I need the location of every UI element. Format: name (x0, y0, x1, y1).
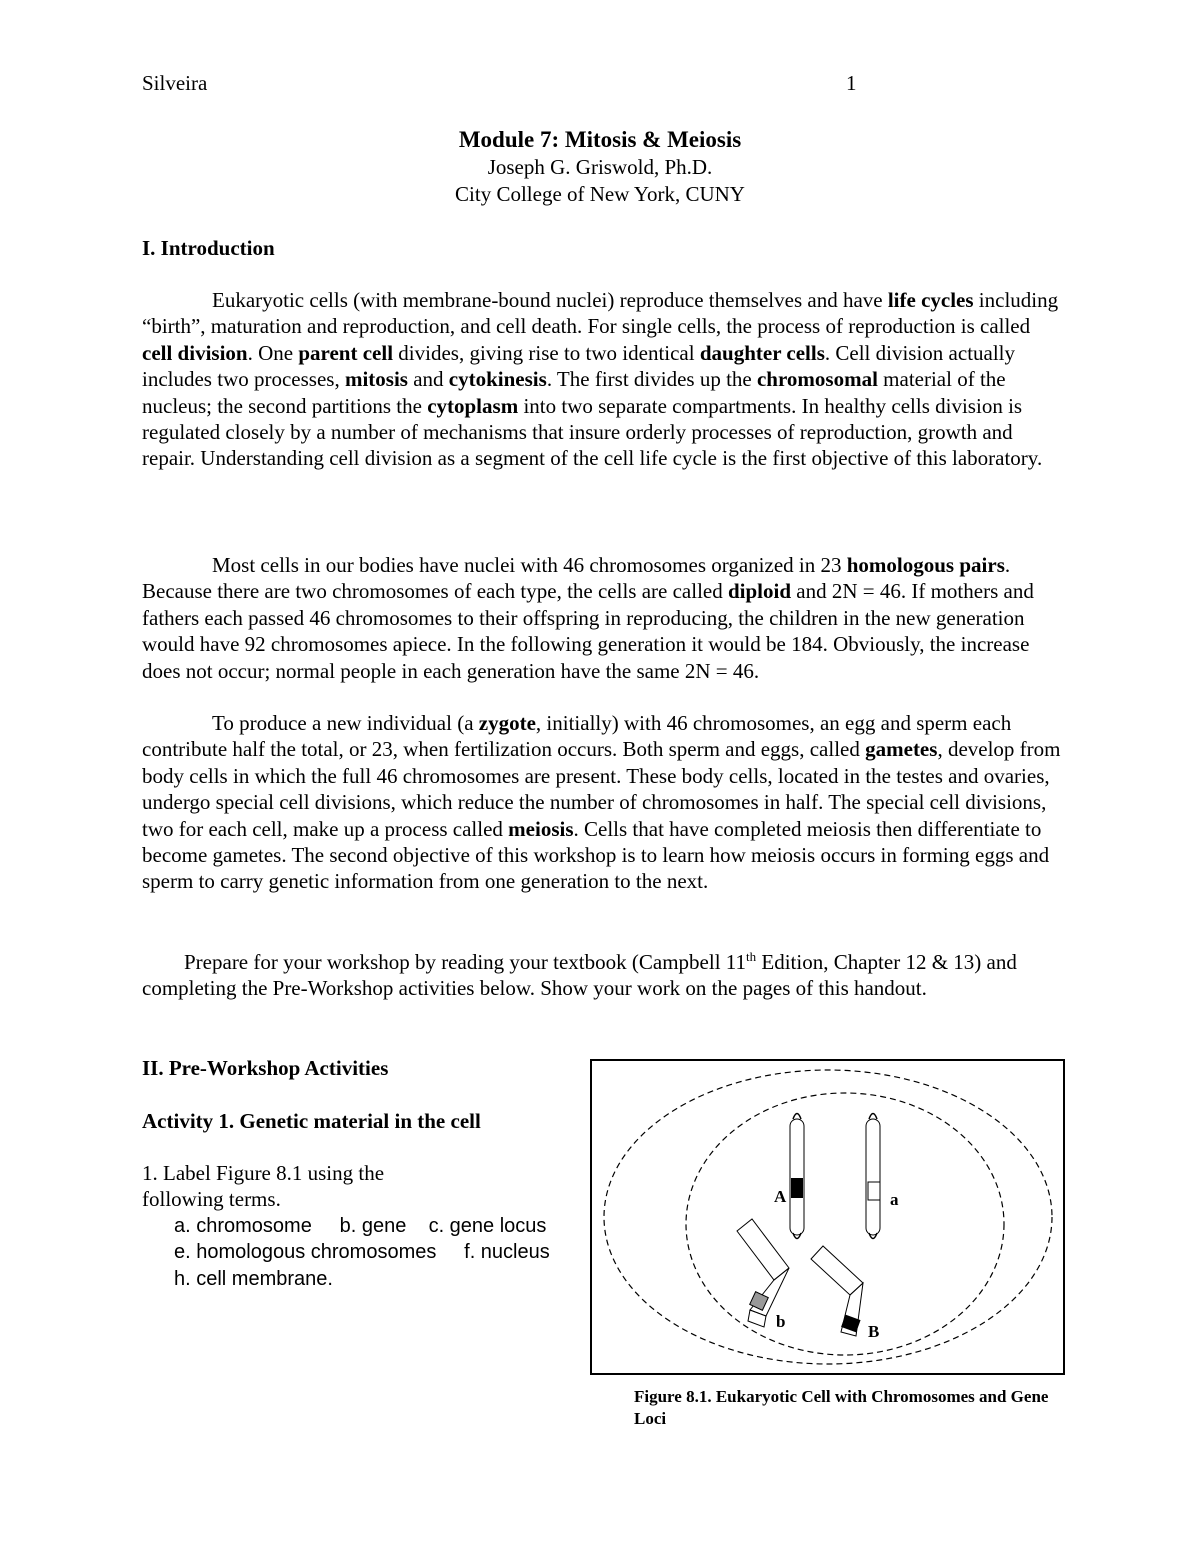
term-list-item: e. homologous chromosomes f. nucleus (174, 1241, 550, 1264)
term-list-item: h. cell membrane. (174, 1267, 333, 1290)
institution: City College of New York, CUNY (455, 182, 745, 206)
label-B: B (868, 1322, 880, 1341)
section-heading-pre-workshop: II. Pre-Workshop Activities (142, 1056, 389, 1080)
label-b: b (776, 1312, 786, 1331)
chromosome-a-right (866, 1114, 880, 1239)
chromosome-a-left (790, 1114, 804, 1239)
author-name: Joseph G. Griswold, Ph.D. (487, 155, 713, 179)
label-question (142, 1160, 582, 1292)
gene-locus-A (791, 1178, 803, 1198)
gene-locus-B (841, 1315, 860, 1333)
figure-cell-diagram (590, 1059, 1065, 1375)
paragraph-intro-2: Most cells in our bodies have nuclei with 46 chromosomes organized in 23 homologous pairs. Because there are two chromosomes of each type, the cells are called diploid and 2N = 46. If mothers and fathers each passed 46 chromosomes to their offspring in reproducing, the children in the new generation would have 92 chromosomes apiece. In the following generation it would be 184. Obviously, the increase does not occur; normal people in each generation have the same 2N = 46. (142, 553, 1034, 683)
activity-heading: Activity 1. Genetic material in the cell (142, 1109, 481, 1133)
figure-caption: Figure 8.1. Eukaryotic Cell with Chromosomes and Gene Loci (634, 1387, 1049, 1428)
title-block (142, 126, 1058, 208)
term-list-item: a. chromosome b. gene c. gene locus (174, 1214, 547, 1237)
question-text: 1. Label Figure 8.1 using the following terms. (142, 1161, 385, 1212)
page-title: Module 7: Mitosis & Meiosis (458, 127, 742, 152)
section-heading-introduction: I. Introduction (142, 236, 275, 260)
paragraph-intro-3: To produce a new individual (a zygote, initially) with 46 chromosomes, an egg and sperm each contribute half the total, or 23, when fertilization occurs. Both sperm and eggs, called gametes, develop from body cells in which the full 46 chromosomes are present. These body cells, located in the testes and ovaries, undergo special cell divisions, which reduce the number of chromosomes in half. The special cell divisions, two for each cell, make up a process called meiosis. Cells that have completed meiosis then differentiate to become gametes. The second objective of this workshop is to learn how meiosis occurs in forming eggs and sperm to carry genetic information from one generation to the next. (142, 711, 1061, 894)
paragraph-intro-1: Eukaryotic cells (with membrane-bound nuclei) reproduce themselves and have life cycles including “birth”, maturation and reproduction, and cell death. For single cells, the process of reproduction is called cell division. One parent cell divides, giving rise to two identical daughter cells. Cell division actually includes two processes, mitosis and cytokinesis. The first divides up the chromosomal material of the nucleus; the second partitions the cytoplasm into two separate compartments. In healthy cells division is regulated closely by a number of mechanisms that insure orderly processes of reproduction, growth and repair. Understanding cell division as a segment of the cell life cycle is the first objective of this laboratory. (142, 288, 1059, 471)
page-number: 1 (846, 71, 857, 95)
paragraph-intro-4: Prepare for your workshop by reading your textbook (Campbell 11th Edition, Chapter 12 & 13) and completing the Pre-Workshop activities below. Show your work on the pages of this handout. (142, 949, 1017, 1001)
label-A: A (774, 1187, 787, 1206)
cell-diagram-svg (592, 1061, 1063, 1373)
gene-locus-a (868, 1182, 880, 1200)
running-header-author: Silveira (142, 71, 208, 95)
label-a: a (890, 1190, 899, 1209)
cell-membrane (604, 1070, 1052, 1364)
